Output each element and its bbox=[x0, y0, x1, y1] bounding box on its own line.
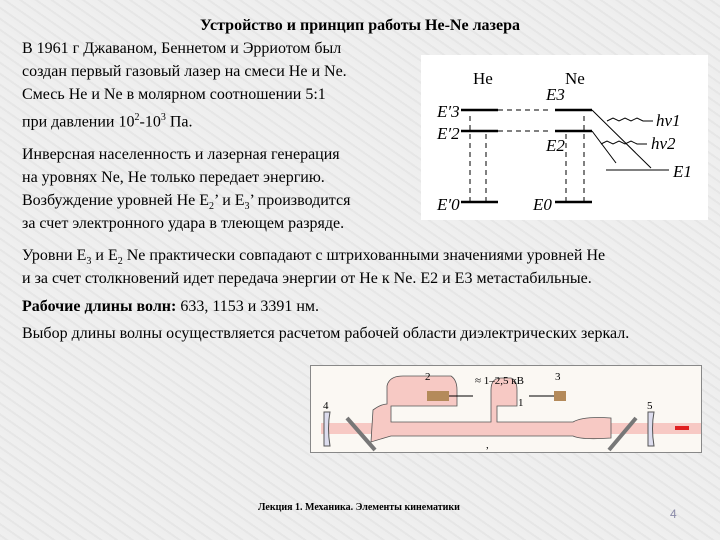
sub: 2 bbox=[117, 256, 123, 268]
photon-hv1: hν1 bbox=[656, 111, 681, 130]
text: ’ производится bbox=[249, 192, 351, 209]
he-label: He bbox=[473, 69, 493, 88]
voltage-label: ≈ 1–2,5 кВ bbox=[475, 375, 524, 387]
label-1: 1 bbox=[518, 397, 524, 409]
label-5: 5 bbox=[647, 400, 653, 412]
text: Возбуждение уровней He E bbox=[22, 192, 210, 209]
level-E1: E1 bbox=[673, 162, 692, 181]
footer-text: Лекция 1. Механика. Элементы кинематики bbox=[258, 502, 460, 513]
exp: 3 bbox=[160, 112, 166, 123]
label-a: , bbox=[486, 439, 489, 451]
para1-line: В 1961 г Джаваном, Беннетом и Эрриотом был bbox=[22, 40, 342, 57]
level-E3: E3 bbox=[546, 85, 565, 104]
label-4: 4 bbox=[323, 400, 329, 412]
para1-line: Смесь He и Ne в молярном соотношении 5:1 bbox=[22, 86, 326, 103]
wavelengths-value: 633, 1153 и 3391 нм. bbox=[176, 298, 319, 315]
sub: 3 bbox=[244, 201, 250, 213]
para2-line: на уровнях Ne, He только передает энергию. bbox=[22, 169, 325, 186]
label-3: 3 bbox=[555, 371, 561, 383]
exp: 2 bbox=[134, 112, 140, 123]
level-E0-prime: E′0 bbox=[437, 195, 460, 214]
ne-label: Ne bbox=[565, 69, 585, 88]
photon-hv2: hν2 bbox=[651, 134, 676, 153]
para2-line: Инверсная населенность и лазерная генерация bbox=[22, 146, 340, 163]
level-E3-prime: E′3 bbox=[437, 102, 460, 121]
laser-schematic bbox=[310, 365, 702, 453]
text: Ne практически совпадают с штрихованными значениями уровней He bbox=[122, 247, 606, 264]
sub: 3 bbox=[86, 256, 92, 268]
energy-level-diagram bbox=[421, 55, 708, 220]
wavelengths-line bbox=[22, 295, 319, 318]
text: Па. bbox=[165, 113, 193, 131]
label-2: 2 bbox=[425, 371, 431, 383]
para1-line bbox=[22, 106, 192, 133]
text: ’ и E bbox=[214, 192, 245, 209]
selection-line: Выбор длины волны осуществляется расчетом рабочей области диэлектрических зеркал. bbox=[22, 325, 630, 342]
text: и E bbox=[91, 247, 118, 264]
para1-line: создан первый газовый лазер на смеси He и Ne. bbox=[22, 63, 347, 80]
sub: 2 bbox=[209, 201, 215, 213]
text: Уровни E bbox=[22, 247, 87, 264]
para2-line: за счет электронного удара в тлеющем разряде. bbox=[22, 215, 345, 232]
level-E2-prime: E′2 bbox=[437, 124, 460, 143]
text: при давлении 10 bbox=[22, 113, 135, 131]
level-E0: E0 bbox=[533, 195, 552, 214]
text: -10 bbox=[139, 113, 161, 131]
slide-title: Устройство и принцип работы He-Ne лазера bbox=[200, 17, 520, 34]
page-number: 4 bbox=[670, 507, 677, 521]
level-E2: E2 bbox=[546, 136, 565, 155]
wavelengths-label: Рабочие длины волн: bbox=[22, 298, 177, 315]
para3-line: и за счет столкновений идет передача энергии от He к Ne. E2 и E3 метастабильные. bbox=[22, 270, 592, 287]
